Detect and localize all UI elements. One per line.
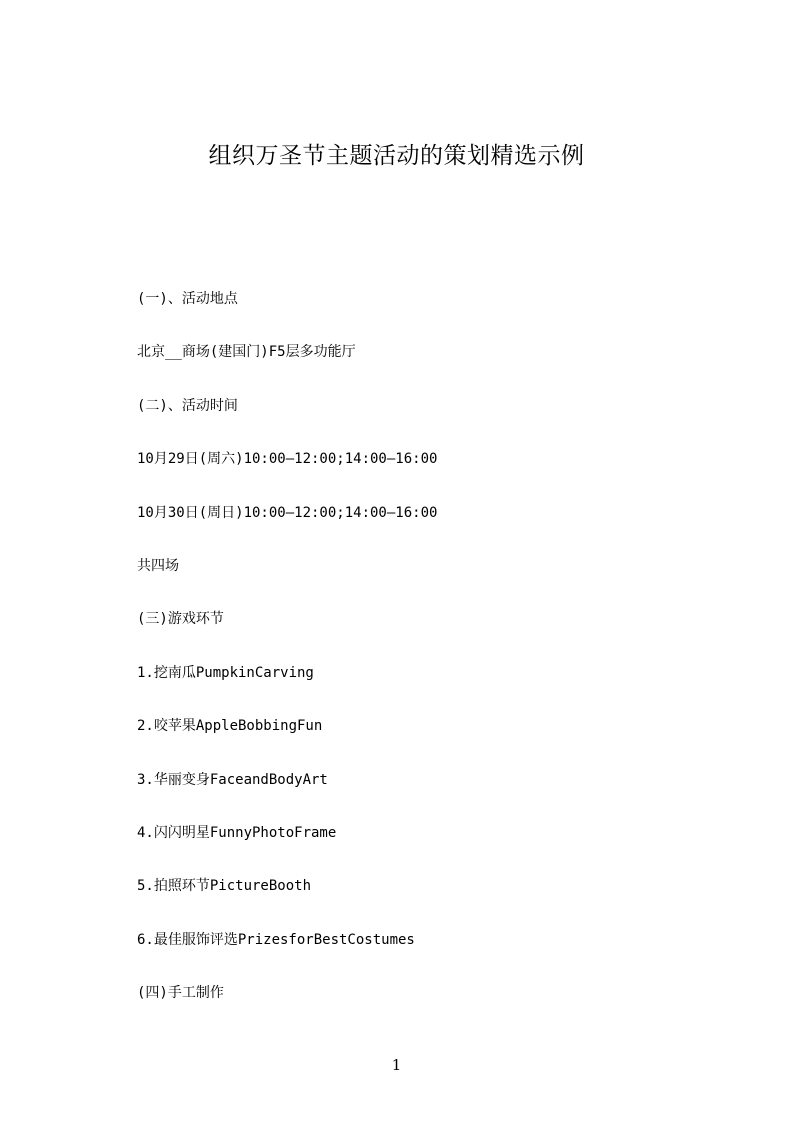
session-count-text: 共四场 — [137, 557, 179, 574]
schedule-line: 10月30日(周日)10:00—12:00;14:00—16:00 — [137, 504, 438, 521]
section-heading-time: (二)、活动时间 — [137, 397, 238, 414]
game-item: 1.挖南瓜PumpkinCarving — [137, 664, 314, 681]
section-heading-games: (三)游戏环节 — [137, 611, 224, 628]
game-item: 4.闪闪明星FunnyPhotoFrame — [137, 824, 337, 841]
venue-text: 北京__商场(建国门)F5层多功能厅 — [137, 344, 356, 361]
game-item: 3.华丽变身FaceandBodyArt — [137, 771, 328, 788]
section-heading-venue: (一)、活动地点 — [137, 291, 238, 307]
document-title: 组织万圣节主题活动的策划精选示例 — [208, 143, 585, 169]
game-item: 5.拍照环节PictureBooth — [137, 878, 312, 895]
document-body — [137, 288, 697, 1035]
section-heading-crafts: (四)手工制作 — [137, 985, 224, 1002]
page-number: 1 — [391, 1056, 402, 1074]
game-item: 2.咬苹果AppleBobbingFun — [137, 718, 323, 735]
game-item: 6.最佳服饰评选PrizesforBestCostumes — [137, 931, 415, 948]
schedule-line: 10月29日(周六)10:00—12:00;14:00—16:00 — [137, 451, 438, 468]
